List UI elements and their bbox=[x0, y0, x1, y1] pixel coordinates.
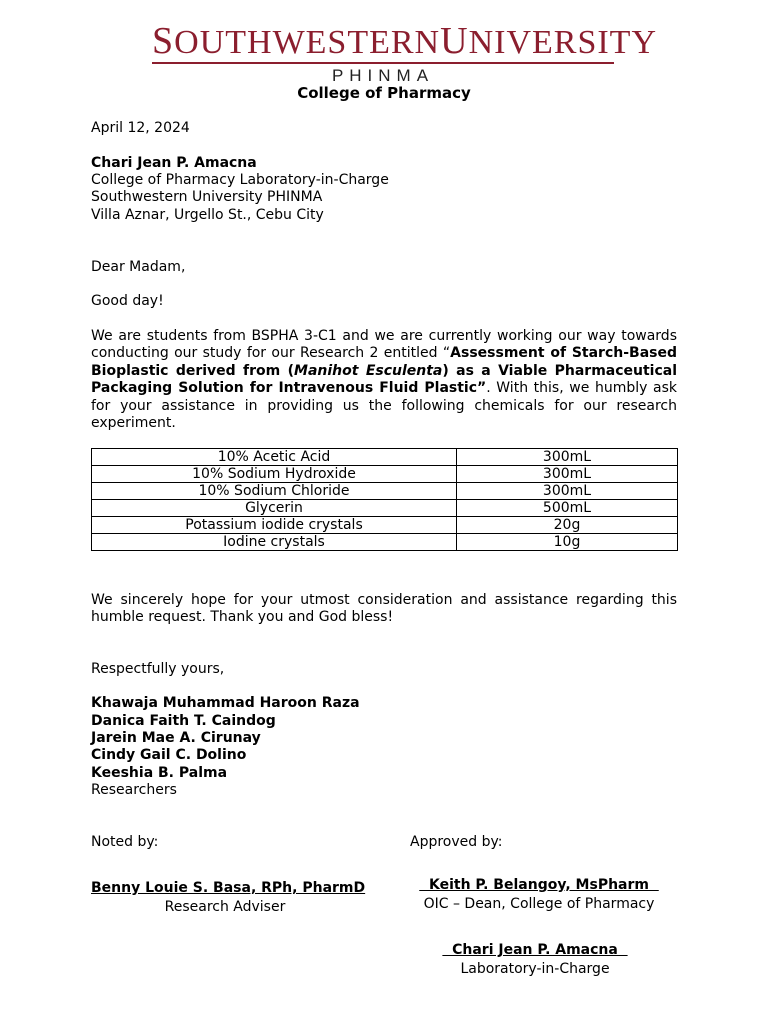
recipient-position: College of Pharmacy Laboratory-in-Charge bbox=[91, 172, 389, 188]
closing: Respectfully yours, bbox=[91, 661, 225, 677]
adviser-name: Benny Louie S. Basa, RPh, PharmD bbox=[91, 880, 366, 896]
table-row bbox=[92, 517, 678, 534]
table-row bbox=[92, 483, 678, 500]
noted-by-label: Noted by: bbox=[91, 834, 159, 850]
chemical-name: Iodine crystals bbox=[92, 534, 457, 551]
university-name: SOUTHWESTERNUNIVERSITY bbox=[152, 20, 657, 62]
chemical-amount: 500mL bbox=[457, 500, 678, 517]
chemical-amount: 300mL bbox=[457, 449, 678, 466]
adviser-title: Research Adviser bbox=[164, 899, 286, 915]
lab-in-charge-title: Laboratory-in-Charge bbox=[460, 961, 610, 977]
letter-date: April 12, 2024 bbox=[91, 120, 190, 136]
table-row bbox=[92, 534, 678, 551]
chemical-name: 10% Sodium Chloride bbox=[92, 483, 457, 500]
logo-divider bbox=[152, 62, 614, 64]
university-logo bbox=[152, 20, 657, 86]
recipient-name: Chari Jean P. Amacna bbox=[91, 155, 257, 171]
researcher-name: Keeshia B. Palma bbox=[91, 765, 228, 781]
chemical-amount: 10g bbox=[457, 534, 678, 551]
researcher-name: Cindy Gail C. Dolino bbox=[91, 747, 247, 763]
dean-name: Keith P. Belangoy, MsPharm bbox=[419, 877, 659, 893]
table-row bbox=[92, 466, 678, 483]
researcher-name: Jarein Mae A. Cirunay bbox=[91, 730, 261, 746]
researchers-label: Researchers bbox=[91, 782, 177, 798]
table-row bbox=[92, 449, 678, 466]
table-row bbox=[92, 500, 678, 517]
chemical-name: 10% Acetic Acid bbox=[92, 449, 457, 466]
researcher-name: Khawaja Muhammad Haroon Raza bbox=[91, 695, 360, 711]
college-name: College of Pharmacy bbox=[297, 84, 471, 102]
lab-in-charge-name: Chari Jean P. Amacna bbox=[442, 942, 628, 958]
chemical-name: Potassium iodide crystals bbox=[92, 517, 457, 534]
researcher-name: Danica Faith T. Caindog bbox=[91, 713, 276, 729]
recipient-address: Villa Aznar, Urgello St., Cebu City bbox=[91, 207, 324, 223]
chemical-amount: 300mL bbox=[457, 483, 678, 500]
salutation: Dear Madam, bbox=[91, 259, 186, 275]
partner-name: PHINMA bbox=[331, 66, 435, 85]
recipient-institution: Southwestern University PHINMA bbox=[91, 189, 323, 205]
chemical-amount: 20g bbox=[457, 517, 678, 534]
chemical-name: 10% Sodium Hydroxide bbox=[92, 466, 457, 483]
chemical-amount: 300mL bbox=[457, 466, 678, 483]
dean-title: OIC – Dean, College of Pharmacy bbox=[423, 896, 655, 912]
chemicals-table bbox=[91, 448, 678, 551]
approved-by-label: Approved by: bbox=[410, 834, 503, 850]
greeting: Good day! bbox=[91, 293, 164, 309]
body-paragraph-closing: We sincerely hope for your utmost consideration and assistance regarding this humble request. Thank you and God bless! bbox=[91, 592, 677, 626]
body-paragraph-request: We are students from BSPHA 3-C1 and we are currently working our way towards conducting our study for our Research 2 entitled “Assessment of Starch-Based Bioplastic derived from (Manihot Esculenta) as a Viable Pharmaceutical Packaging Solution for Intravenous Fluid Plastic”. With this, we humbly ask for your assistance in providing us the following chemicals for our research experiment. bbox=[91, 328, 678, 432]
chemical-name: Glycerin bbox=[92, 500, 457, 517]
